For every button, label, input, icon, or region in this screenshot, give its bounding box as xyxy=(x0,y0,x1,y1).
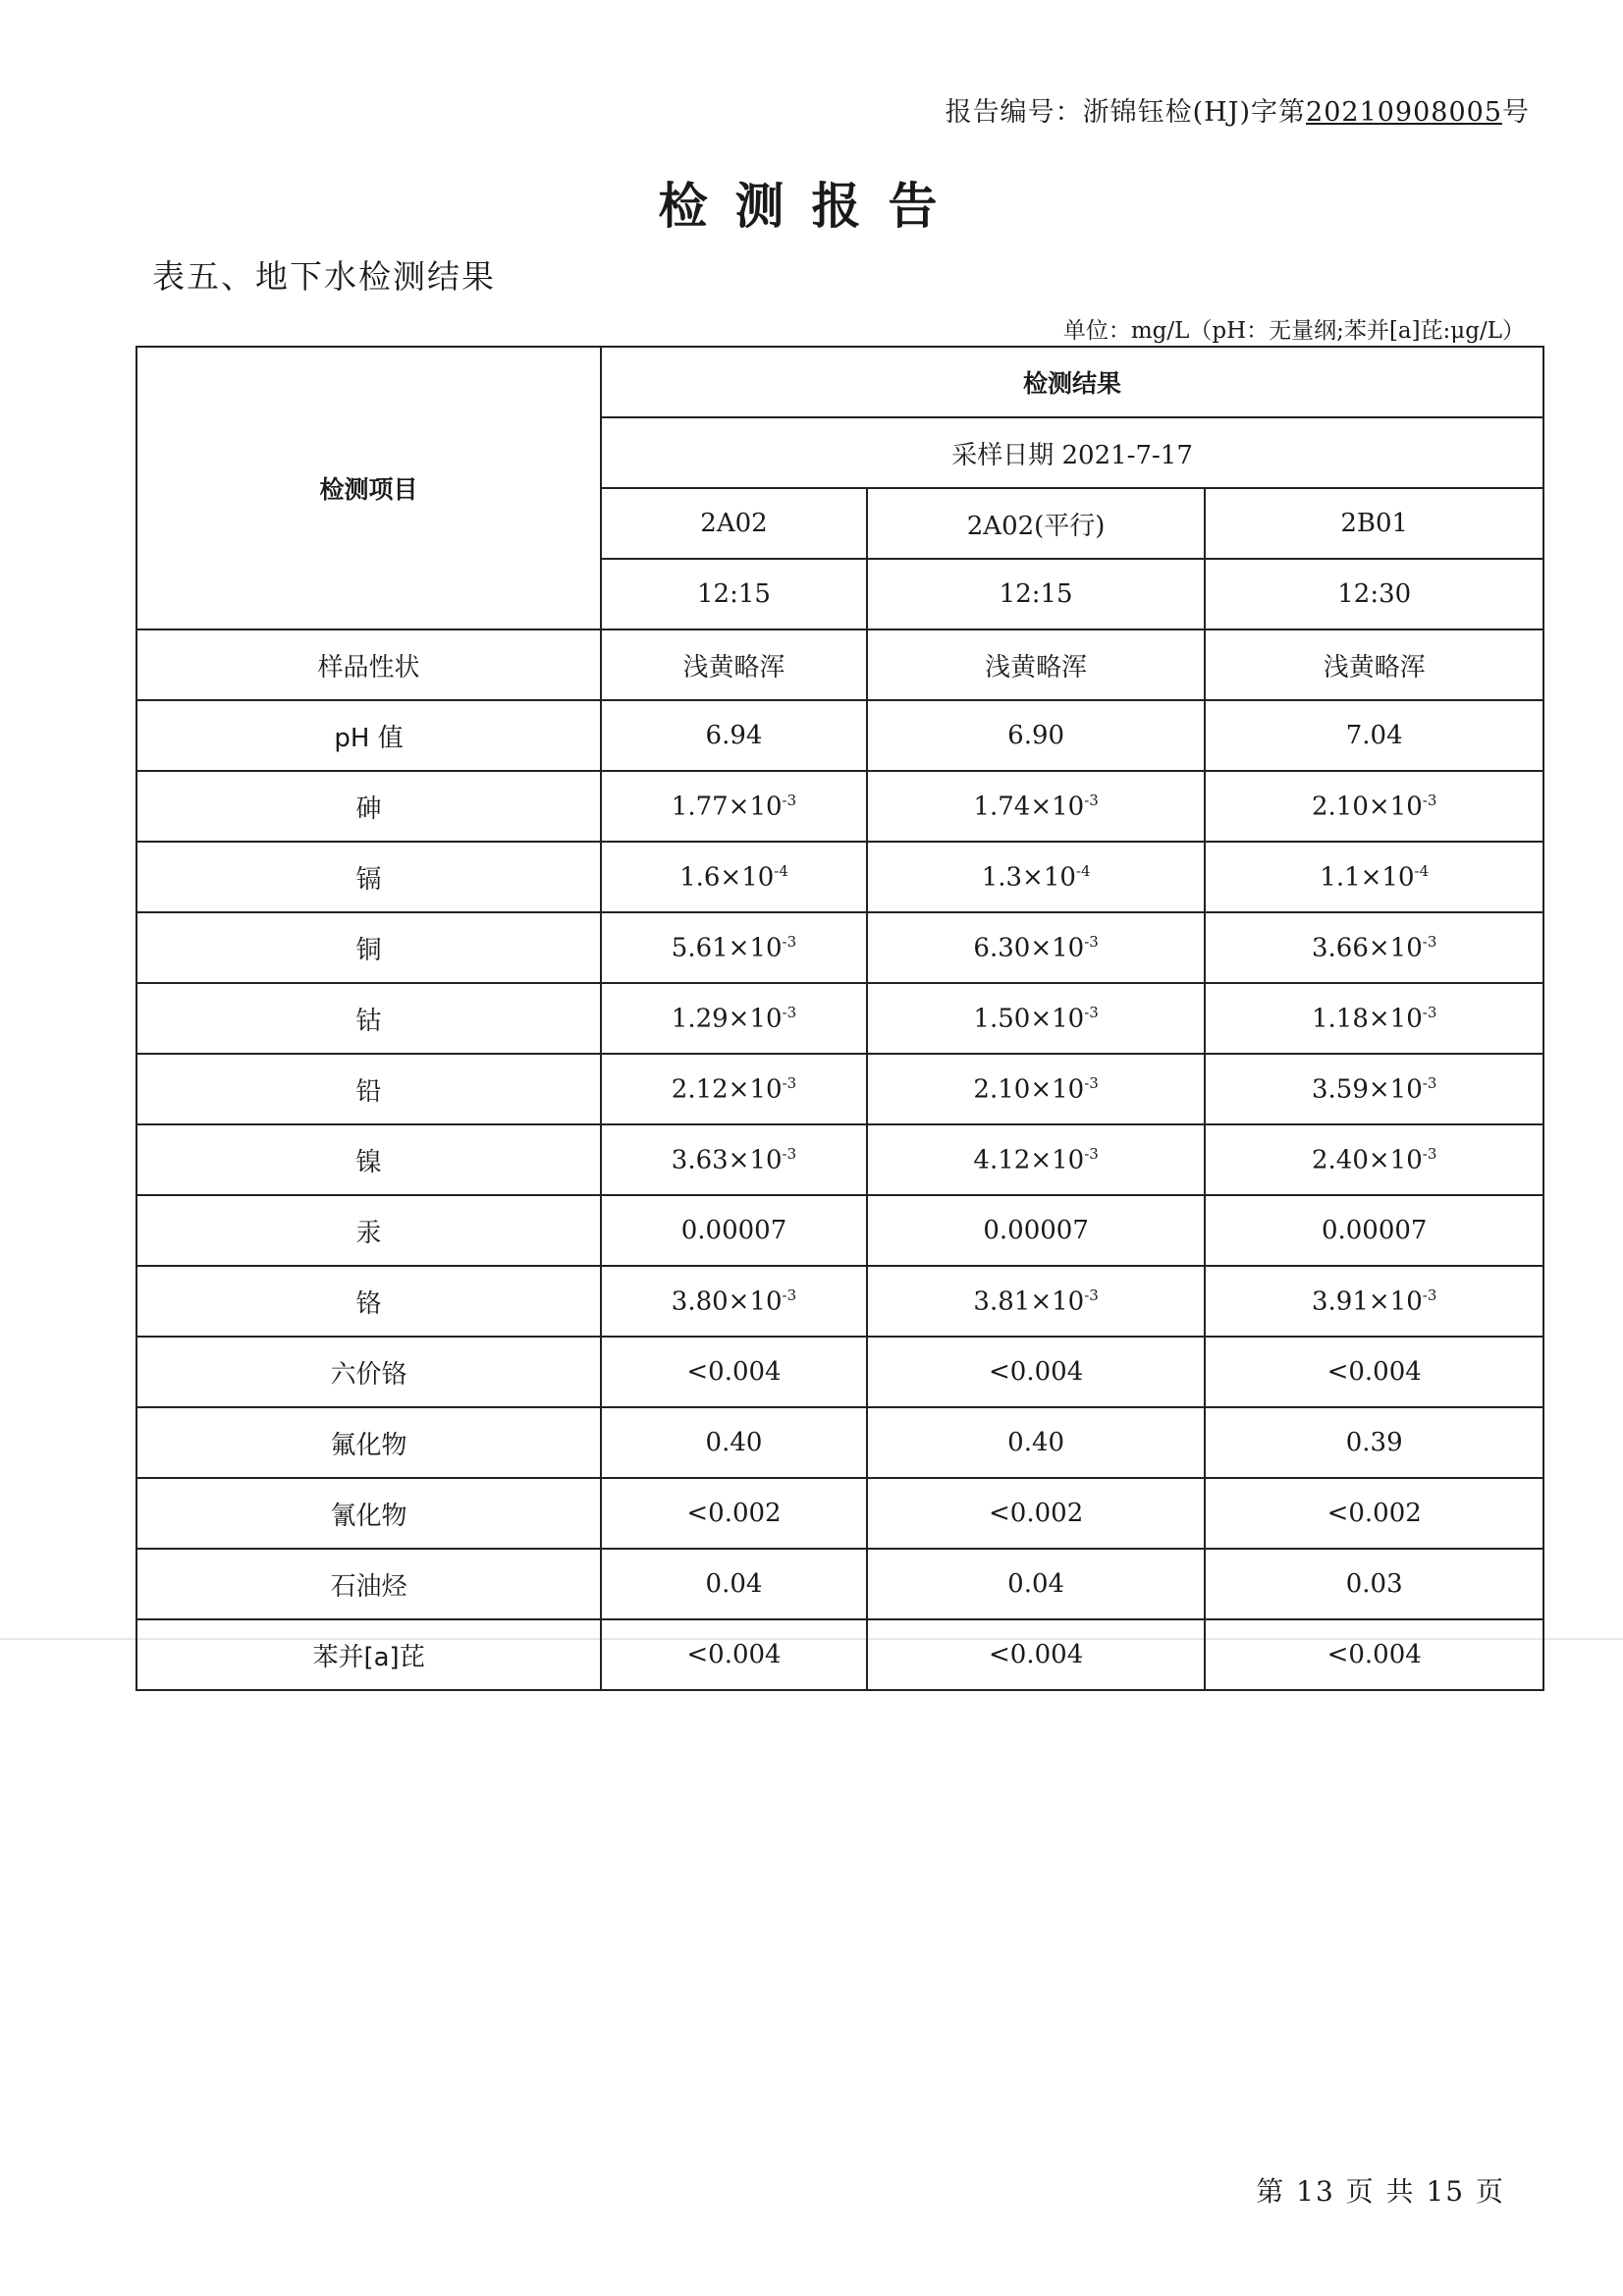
table-title: 表五、地下水检测结果 xyxy=(152,257,496,296)
value-cell xyxy=(867,771,1206,842)
value-cell xyxy=(601,1407,867,1478)
value-mantissa: 3.59×10 xyxy=(1312,1074,1423,1105)
sample-time-cell: 12:30 xyxy=(1205,559,1543,629)
value-cell xyxy=(1205,1619,1543,1690)
value-mantissa: 浅黄略浑 xyxy=(1323,652,1426,683)
sample-time-cell: 12:15 xyxy=(601,559,867,629)
table-row xyxy=(136,629,1543,700)
item-name-cell: 苯并[a]芘 xyxy=(136,1619,601,1690)
value-exponent: -3 xyxy=(782,1073,797,1092)
table-row xyxy=(136,700,1543,771)
value-cell xyxy=(1205,842,1543,912)
value-mantissa: 1.18×10 xyxy=(1312,1004,1423,1034)
value-mantissa: 2.10×10 xyxy=(973,1074,1085,1105)
value-cell xyxy=(1205,1337,1543,1407)
value-mantissa: 3.80×10 xyxy=(671,1286,783,1317)
value-cell xyxy=(601,1054,867,1124)
value-cell xyxy=(867,1124,1206,1195)
sample-id-cell: 2B01 xyxy=(1205,488,1543,559)
value-mantissa: 0.00007 xyxy=(1321,1216,1428,1245)
value-mantissa: 0.04 xyxy=(705,1569,763,1599)
item-name-cell: pH 值 xyxy=(136,700,601,771)
report-number xyxy=(946,90,1530,129)
item-name-cell: 镉 xyxy=(136,842,601,912)
table-row xyxy=(136,1124,1543,1195)
value-mantissa: 2.40×10 xyxy=(1312,1145,1423,1175)
value-mantissa: <0.002 xyxy=(989,1499,1084,1528)
value-mantissa: 1.1×10 xyxy=(1320,862,1415,893)
table-row xyxy=(136,1337,1543,1407)
value-mantissa: 2.10×10 xyxy=(1312,792,1423,822)
sample-id-cell: 2A02 xyxy=(601,488,867,559)
sampling-date: 采样日期 2021-7-17 xyxy=(601,417,1543,488)
sample-time-cell: 12:15 xyxy=(867,559,1206,629)
value-cell xyxy=(601,1619,867,1690)
value-mantissa: <0.002 xyxy=(1326,1499,1422,1528)
value-exponent: -3 xyxy=(782,791,797,809)
value-mantissa: 5.61×10 xyxy=(671,933,783,963)
table-row xyxy=(136,771,1543,842)
value-cell xyxy=(1205,629,1543,700)
value-mantissa: 1.6×10 xyxy=(679,862,775,893)
value-mantissa: 7.04 xyxy=(1345,721,1403,750)
value-exponent: -4 xyxy=(1075,861,1091,880)
value-exponent: -3 xyxy=(782,1285,797,1304)
report-number-suffix: 号 xyxy=(1502,97,1530,128)
value-exponent: -3 xyxy=(1422,932,1437,951)
item-name-cell: 铜 xyxy=(136,912,601,983)
value-cell xyxy=(867,983,1206,1054)
value-cell xyxy=(867,1407,1206,1478)
results-table-body xyxy=(136,347,1543,1690)
value-mantissa: <0.004 xyxy=(989,1640,1084,1669)
value-mantissa: 3.81×10 xyxy=(973,1286,1085,1317)
value-cell xyxy=(867,629,1206,700)
table-row xyxy=(136,1195,1543,1266)
value-cell xyxy=(1205,1549,1543,1619)
value-cell xyxy=(601,700,867,771)
item-name-cell: 石油烃 xyxy=(136,1549,601,1619)
value-cell xyxy=(867,1549,1206,1619)
value-exponent: -3 xyxy=(1084,1144,1099,1163)
value-mantissa: 0.40 xyxy=(705,1428,763,1457)
value-exponent: -3 xyxy=(1422,1003,1437,1021)
value-cell xyxy=(601,1195,867,1266)
page-number: 第 13 页 共 15 页 xyxy=(1256,2175,1505,2208)
report-number-label: 报告编号：浙锦钰检(HJ)字第 xyxy=(945,97,1307,128)
value-cell xyxy=(1205,1266,1543,1337)
item-name-cell: 汞 xyxy=(136,1195,601,1266)
value-exponent: -3 xyxy=(1084,1003,1099,1021)
item-name-cell: 氟化物 xyxy=(136,1407,601,1478)
value-cell xyxy=(1205,1478,1543,1549)
value-cell xyxy=(867,1266,1206,1337)
value-mantissa: 1.3×10 xyxy=(981,862,1076,893)
value-cell xyxy=(1205,983,1543,1054)
value-cell xyxy=(1205,1195,1543,1266)
value-exponent: -3 xyxy=(782,1144,797,1163)
item-name-cell: 六价铬 xyxy=(136,1337,601,1407)
item-header: 检测项目 xyxy=(136,347,601,629)
sample-id-cell: 2A02(平行) xyxy=(867,488,1206,559)
value-exponent: -3 xyxy=(1422,1144,1437,1163)
value-mantissa: 1.50×10 xyxy=(973,1004,1085,1034)
value-cell xyxy=(867,1195,1206,1266)
value-exponent: -3 xyxy=(1084,1285,1099,1304)
value-mantissa: 1.77×10 xyxy=(671,792,783,822)
value-cell xyxy=(601,1549,867,1619)
value-cell xyxy=(867,842,1206,912)
table-row xyxy=(136,983,1543,1054)
value-mantissa: 浅黄略浑 xyxy=(985,652,1088,683)
value-cell xyxy=(601,771,867,842)
value-mantissa: 0.04 xyxy=(1007,1569,1065,1599)
value-mantissa: 1.74×10 xyxy=(973,792,1085,822)
value-mantissa: <0.004 xyxy=(989,1357,1084,1387)
value-cell xyxy=(867,1054,1206,1124)
item-name-cell: 砷 xyxy=(136,771,601,842)
value-cell xyxy=(867,1619,1206,1690)
value-exponent: -3 xyxy=(782,1003,797,1021)
value-mantissa: 0.03 xyxy=(1345,1569,1403,1599)
value-cell xyxy=(1205,700,1543,771)
value-mantissa: 3.66×10 xyxy=(1312,933,1423,963)
table-row xyxy=(136,1619,1543,1690)
value-mantissa: <0.004 xyxy=(1326,1357,1422,1387)
value-mantissa: <0.004 xyxy=(1326,1640,1422,1669)
value-exponent: -3 xyxy=(1084,791,1099,809)
table-row xyxy=(136,1478,1543,1549)
value-mantissa: 4.12×10 xyxy=(973,1145,1085,1175)
value-cell xyxy=(867,1337,1206,1407)
value-cell xyxy=(1205,1124,1543,1195)
value-exponent: -3 xyxy=(1084,932,1099,951)
item-name-cell: 铬 xyxy=(136,1266,601,1337)
report-number-value: 20210908005 xyxy=(1306,97,1502,128)
table-row xyxy=(136,912,1543,983)
value-mantissa: 3.91×10 xyxy=(1312,1286,1423,1317)
results-table xyxy=(135,346,1544,1691)
value-cell xyxy=(601,912,867,983)
value-mantissa: 浅黄略浑 xyxy=(682,652,785,683)
value-cell xyxy=(867,1478,1206,1549)
value-cell xyxy=(601,629,867,700)
header-row-1 xyxy=(136,347,1543,417)
value-mantissa: <0.004 xyxy=(686,1357,782,1387)
value-cell xyxy=(1205,1054,1543,1124)
unit-note: 单位：mg/L（pH：无量纲;苯并[a]芘:μg/L） xyxy=(1062,318,1525,344)
value-cell xyxy=(601,1337,867,1407)
item-name-cell: 样品性状 xyxy=(136,629,601,700)
value-mantissa: 6.94 xyxy=(705,721,763,750)
value-mantissa: 2.12×10 xyxy=(671,1074,783,1105)
value-cell xyxy=(1205,771,1543,842)
value-cell xyxy=(1205,1407,1543,1478)
value-mantissa: <0.002 xyxy=(686,1499,782,1528)
value-cell xyxy=(601,983,867,1054)
item-name-cell: 铅 xyxy=(136,1054,601,1124)
value-exponent: -3 xyxy=(782,932,797,951)
value-exponent: -4 xyxy=(774,861,788,880)
value-mantissa: 0.39 xyxy=(1345,1428,1403,1457)
value-mantissa: <0.004 xyxy=(686,1640,782,1669)
value-mantissa: 0.00007 xyxy=(983,1216,1089,1245)
page-title: 检测报告 xyxy=(658,178,965,235)
value-exponent: -3 xyxy=(1422,1285,1437,1304)
value-cell xyxy=(867,700,1206,771)
value-mantissa: 1.29×10 xyxy=(671,1004,783,1034)
value-cell xyxy=(601,1124,867,1195)
value-cell xyxy=(601,842,867,912)
table-row xyxy=(136,842,1543,912)
results-header: 检测结果 xyxy=(601,347,1543,417)
value-exponent: -4 xyxy=(1414,861,1430,880)
value-cell xyxy=(601,1478,867,1549)
value-mantissa: 0.40 xyxy=(1007,1428,1065,1457)
value-mantissa: 3.63×10 xyxy=(671,1145,783,1175)
value-mantissa: 0.00007 xyxy=(680,1216,787,1245)
item-name-cell: 氰化物 xyxy=(136,1478,601,1549)
value-exponent: -3 xyxy=(1422,791,1437,809)
value-cell xyxy=(867,912,1206,983)
value-mantissa: 6.30×10 xyxy=(973,933,1085,963)
value-exponent: -3 xyxy=(1084,1073,1099,1092)
value-mantissa: 6.90 xyxy=(1007,721,1065,750)
item-name-cell: 镍 xyxy=(136,1124,601,1195)
table-row xyxy=(136,1054,1543,1124)
table-row xyxy=(136,1266,1543,1337)
item-name-cell: 钴 xyxy=(136,983,601,1054)
value-exponent: -3 xyxy=(1422,1073,1437,1092)
value-cell xyxy=(1205,912,1543,983)
table-row xyxy=(136,1549,1543,1619)
value-cell xyxy=(601,1266,867,1337)
table-row xyxy=(136,1407,1543,1478)
